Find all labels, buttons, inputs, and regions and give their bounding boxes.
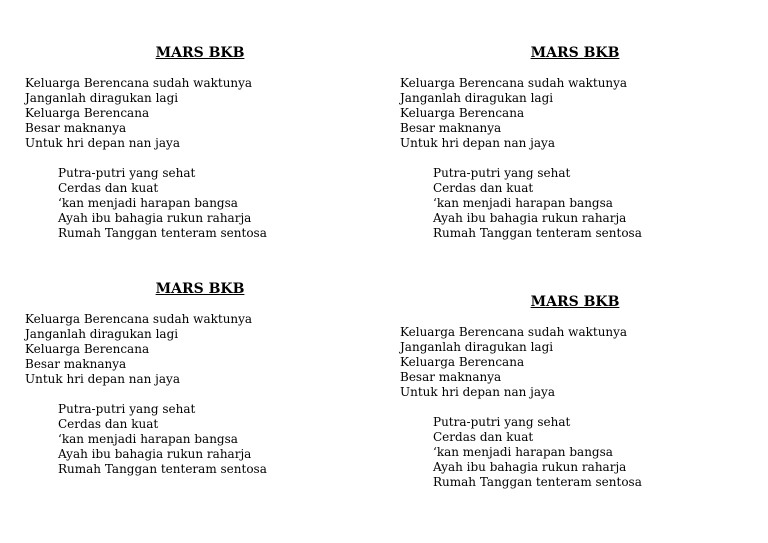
chorus-line: Ayah ibu bahagia rukun raharja xyxy=(433,211,627,225)
chorus-line: ‘kan menjadi harapan bangsa xyxy=(58,432,238,446)
verse-line: Janganlah diragukan lagi xyxy=(25,327,179,341)
chorus xyxy=(25,166,375,241)
verse-line: Keluarga Berencana sudah waktunya xyxy=(400,76,628,90)
chorus-line: ‘kan menjadi harapan bangsa xyxy=(433,445,613,459)
lyrics-block-top-left xyxy=(25,44,375,241)
verse-line: Keluarga Berencana sudah waktunya xyxy=(400,325,628,339)
verse-line: Besar maknanya xyxy=(400,121,502,135)
verse-line: Untuk hri depan nan jaya xyxy=(400,136,555,150)
verse-line: Besar maknanya xyxy=(25,121,127,135)
song-title: MARS BKB xyxy=(155,45,245,61)
verse-line: Keluarga Berencana xyxy=(25,106,150,120)
chorus-line: Putra-putri yang sehat xyxy=(433,166,571,180)
chorus-line: Putra-putri yang sehat xyxy=(433,415,571,429)
chorus-line: Rumah Tanggan tenteram sentosa xyxy=(58,462,267,476)
chorus-line: Cerdas dan kuat xyxy=(433,430,534,444)
chorus-line: Putra-putri yang sehat xyxy=(58,402,196,416)
verse-line: Keluarga Berencana xyxy=(400,106,525,120)
verse xyxy=(400,76,750,151)
song-title: MARS BKB xyxy=(530,45,620,61)
verse-line: Janganlah diragukan lagi xyxy=(400,340,554,354)
verse-line: Untuk hri depan nan jaya xyxy=(400,385,555,399)
verse-line: Untuk hri depan nan jaya xyxy=(25,136,180,150)
chorus xyxy=(400,166,750,241)
verse-line: Keluarga Berencana sudah waktunya xyxy=(25,312,253,326)
song-title: MARS BKB xyxy=(155,281,245,297)
verse-line: Keluarga Berencana xyxy=(400,355,525,369)
verse xyxy=(400,325,750,400)
chorus-line: Ayah ibu bahagia rukun raharja xyxy=(58,447,252,461)
chorus-line: Cerdas dan kuat xyxy=(58,181,159,195)
chorus-line: Cerdas dan kuat xyxy=(58,417,159,431)
chorus-line: ‘kan menjadi harapan bangsa xyxy=(433,196,613,210)
chorus xyxy=(25,402,375,477)
verse-line: Janganlah diragukan lagi xyxy=(25,91,179,105)
chorus-line: Cerdas dan kuat xyxy=(433,181,534,195)
song-title: MARS BKB xyxy=(530,294,620,310)
verse-line: Janganlah diragukan lagi xyxy=(400,91,554,105)
verse-line: Keluarga Berencana xyxy=(25,342,150,356)
lyrics-block-top-right xyxy=(400,44,750,241)
lyrics-block-bottom-left xyxy=(25,280,375,477)
verse xyxy=(25,76,375,151)
verse xyxy=(25,312,375,387)
chorus-line: Rumah Tanggan tenteram sentosa xyxy=(433,226,642,240)
chorus-line: Rumah Tanggan tenteram sentosa xyxy=(433,475,642,489)
lyrics-block-bottom-right xyxy=(400,293,750,490)
verse-line: Besar maknanya xyxy=(25,357,127,371)
verse-line: Untuk hri depan nan jaya xyxy=(25,372,180,386)
chorus-line: Ayah ibu bahagia rukun raharja xyxy=(433,460,627,474)
chorus-line: Ayah ibu bahagia rukun raharja xyxy=(58,211,252,225)
verse-line: Keluarga Berencana sudah waktunya xyxy=(25,76,253,90)
chorus-line: Rumah Tanggan tenteram sentosa xyxy=(58,226,267,240)
chorus xyxy=(400,415,750,490)
chorus-line: ‘kan menjadi harapan bangsa xyxy=(58,196,238,210)
verse-line: Besar maknanya xyxy=(400,370,502,384)
chorus-line: Putra-putri yang sehat xyxy=(58,166,196,180)
